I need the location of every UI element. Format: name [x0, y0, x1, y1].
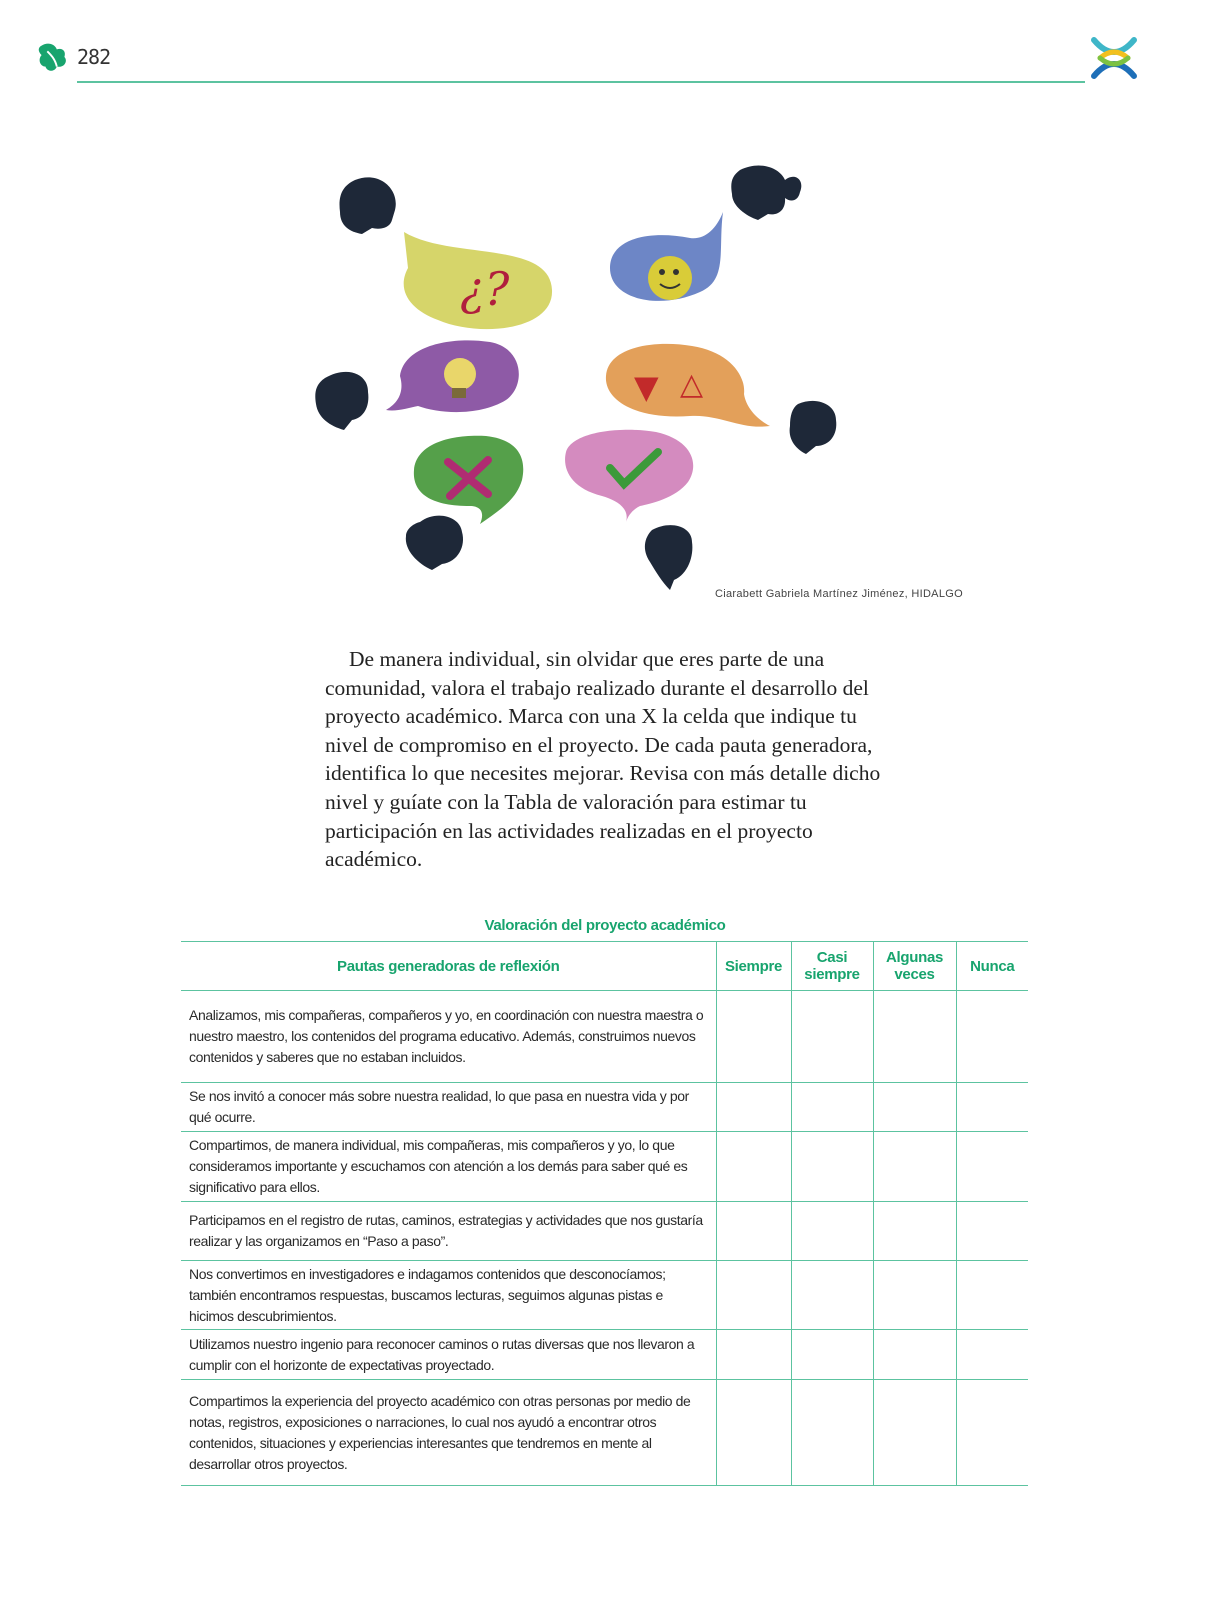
table-row: [181, 1330, 1028, 1380]
pauta-text: Compartimos, de manera individual, mis compañeras, mis compañeros y yo, lo que consideramos importante y escuchamos con atención a los demás para saber qué es significativo para ellos.: [181, 1132, 716, 1202]
cell-algunas-veces[interactable]: [873, 991, 956, 1083]
cell-casi-siempre[interactable]: [791, 991, 873, 1083]
pauta-text: Compartimos la experiencia del proyecto académico con otras personas por medio de notas, registros, exposiciones o narraciones, lo cual nos ayudó a encontrar otros contenidos, situaciones y experiencias interesantes que tendremos en mente al desarrollar otros proyectos.: [181, 1380, 716, 1486]
cell-siempre[interactable]: [716, 991, 791, 1083]
cell-siempre[interactable]: [716, 1202, 791, 1261]
cell-algunas-veces[interactable]: [873, 1330, 956, 1380]
cell-siempre[interactable]: [716, 1261, 791, 1330]
question-mark-icon: ¿?: [460, 262, 510, 316]
cell-nunca[interactable]: [956, 1261, 1028, 1330]
header-siempre: Siempre: [716, 942, 791, 991]
triangle-icon: △: [680, 367, 704, 402]
head-silhouette-4: [790, 401, 837, 454]
cell-siempre[interactable]: [716, 1330, 791, 1380]
smiley-face-icon: [648, 256, 692, 300]
intro-paragraph: De manera individual, sin olvidar que eres parte de una comunidad, valora el trabajo realizado durante el desarrollo del proyecto académico. Marca con una X la celda que indique tu nivel de compromiso en el proyecto. De cada pauta generadora, identifica lo que necesites mejorar. Revisa con más detalle dicho nivel y guíate con la Tabla de valoración para estimar tu participación en las actividades realizadas en el proyecto académico.: [325, 647, 881, 872]
speech-bubbles-illustration: [300, 150, 920, 610]
header-pautas: Pautas generadoras de reflexión: [181, 942, 716, 991]
pauta-text: Participamos en el registro de rutas, caminos, estrategias y actividades que nos gustaría realizar y las organizamos en “Paso a paso”.: [181, 1202, 716, 1261]
cell-siempre[interactable]: [716, 1380, 791, 1486]
illustration-credit: Ciarabett Gabriela Martínez Jiménez, HIDALGO: [715, 588, 963, 600]
emblem-icon: [1086, 30, 1142, 86]
cell-nunca[interactable]: [956, 1330, 1028, 1380]
head-silhouette-2: [731, 165, 801, 220]
table-row: [181, 1261, 1028, 1330]
pauta-text: Utilizamos nuestro ingenio para reconocer caminos o rutas diversas que nos llevaron a cumplir con el horizonte de expectativas proyectado.: [181, 1330, 716, 1380]
valoracion-table: [181, 941, 1028, 1486]
pauta-text: Nos convertimos en investigadores e indagamos contenidos que desconocíamos; también encontramos respuestas, buscamos lecturas, seguimos algunas pistas e hicimos descubrimientos.: [181, 1261, 716, 1330]
page-number: 282: [77, 45, 111, 69]
cell-algunas-veces[interactable]: [873, 1083, 956, 1132]
cell-algunas-veces[interactable]: [873, 1132, 956, 1202]
table-row: [181, 1202, 1028, 1261]
table-row: [181, 1132, 1028, 1202]
head-silhouette-3: [315, 372, 368, 430]
header-nunca: Nunca: [956, 942, 1028, 991]
cell-casi-siempre[interactable]: [791, 1380, 873, 1486]
cell-casi-siempre[interactable]: [791, 1083, 873, 1132]
cell-nunca[interactable]: [956, 1380, 1028, 1486]
header-casi-siempre: Casi siempre: [791, 942, 873, 991]
table-row: [181, 991, 1028, 1083]
header-rule: [77, 81, 1085, 83]
cell-casi-siempre[interactable]: [791, 1261, 873, 1330]
lightbulb-icon: [444, 358, 476, 390]
cell-siempre[interactable]: [716, 1132, 791, 1202]
exclamation-icon: ▼: [634, 368, 659, 406]
pauta-text: Analizamos, mis compañeras, compañeros y yo, en coordinación con nuestra maestra o nuestro maestro, los contenidos del programa educativo. Además, construimos nuevos contenidos y saberes que no estaban incluidos.: [181, 991, 716, 1083]
head-silhouette-5: [406, 516, 463, 570]
cell-siempre[interactable]: [716, 1083, 791, 1132]
cell-algunas-veces[interactable]: [873, 1202, 956, 1261]
cell-algunas-veces[interactable]: [873, 1380, 956, 1486]
pauta-text: Se nos invitó a conocer más sobre nuestra realidad, lo que pasa en nuestra vida y por qué ocurre.: [181, 1083, 716, 1132]
cell-nunca[interactable]: [956, 991, 1028, 1083]
cell-nunca[interactable]: [956, 1083, 1028, 1132]
leaf-logo-icon: [34, 38, 72, 76]
table-row: [181, 1380, 1028, 1486]
cell-casi-siempre[interactable]: [791, 1202, 873, 1261]
table-row: [181, 1083, 1028, 1132]
cell-nunca[interactable]: [956, 1202, 1028, 1261]
table-header-row: [181, 942, 1028, 991]
cell-casi-siempre[interactable]: [791, 1330, 873, 1380]
cell-algunas-veces[interactable]: [873, 1261, 956, 1330]
header-algunas-veces: Algunas veces: [873, 942, 956, 991]
cell-nunca[interactable]: [956, 1132, 1028, 1202]
table-caption: Valoración del proyecto académico: [484, 917, 726, 934]
head-silhouette-1: [340, 177, 396, 234]
cell-casi-siempre[interactable]: [791, 1132, 873, 1202]
head-silhouette-6: [645, 525, 692, 590]
